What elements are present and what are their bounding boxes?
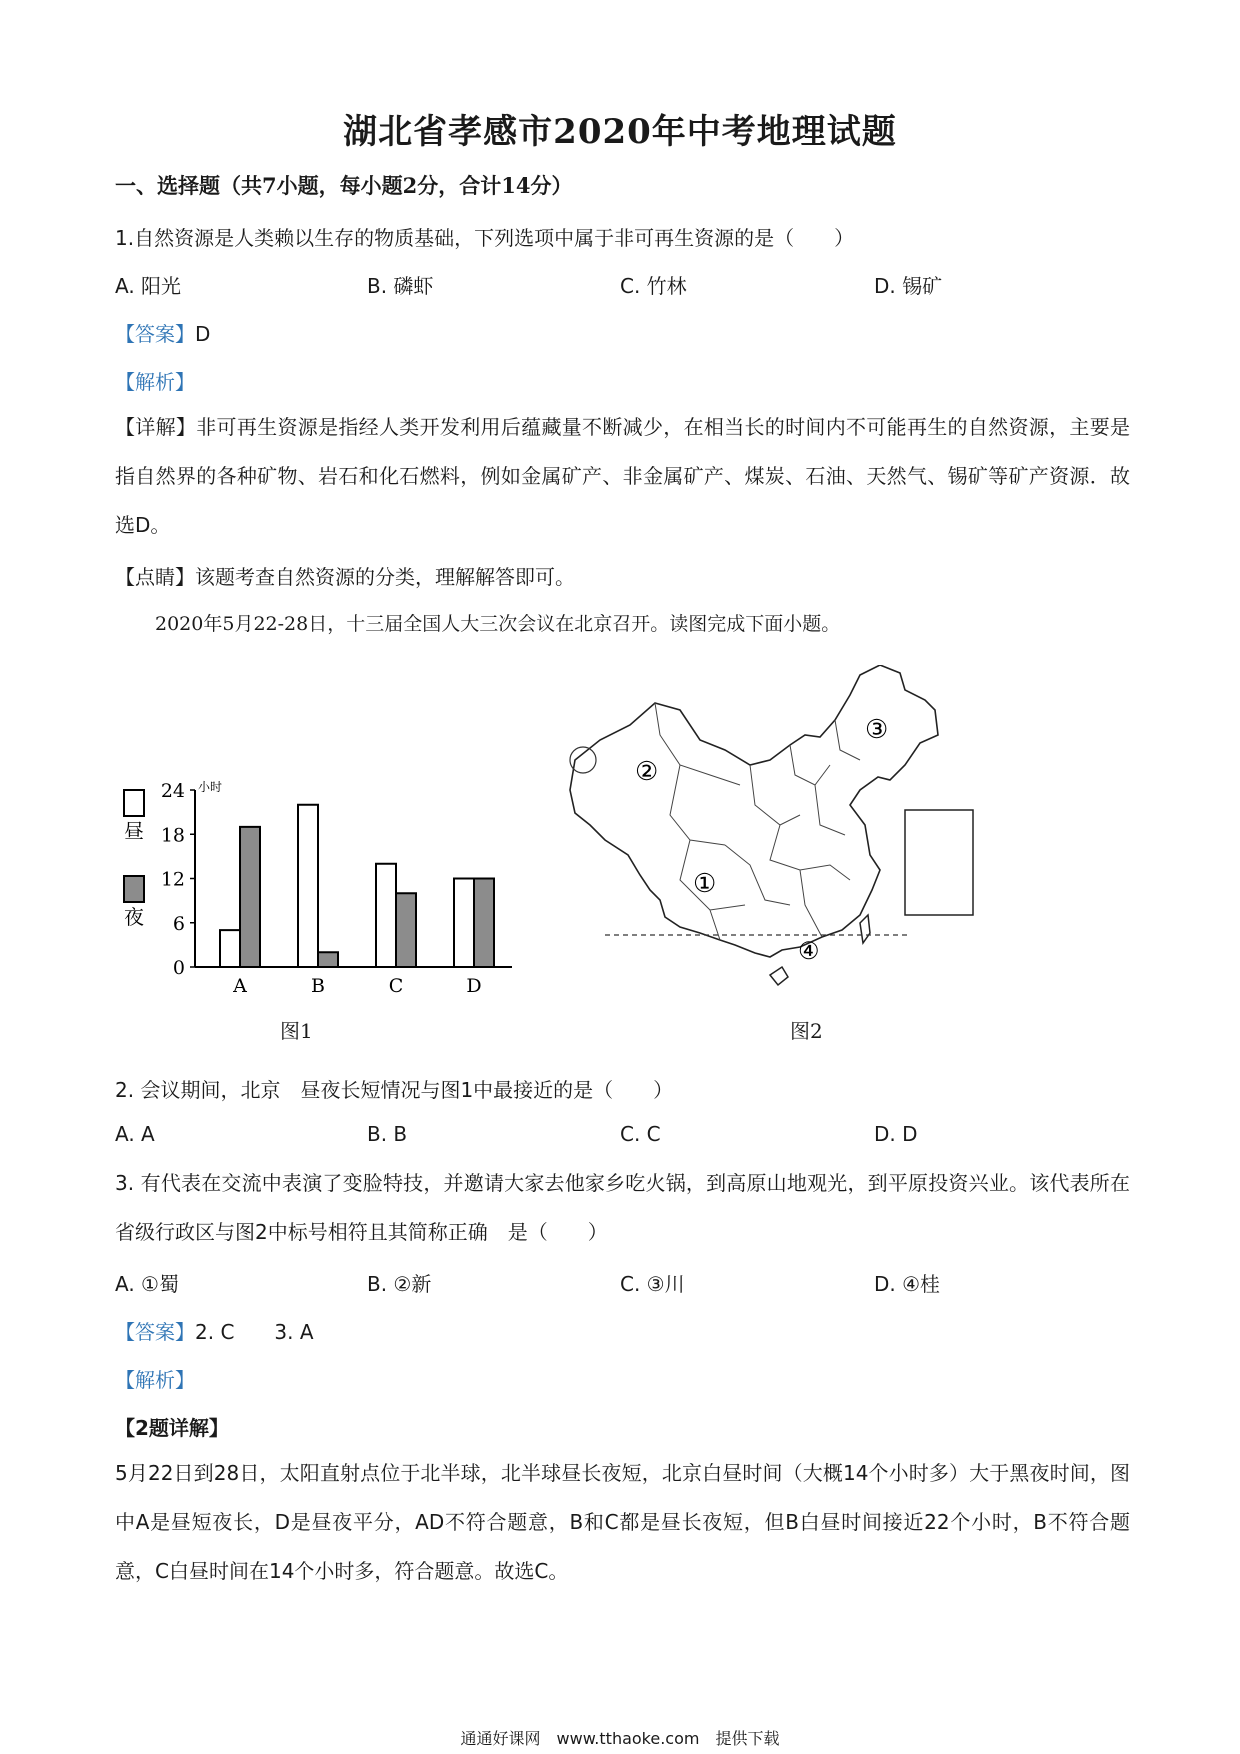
q2-option-a: A. A [115,1122,155,1146]
q1-option-a: A. 阳光 [115,274,182,298]
bar-day-d [454,879,474,968]
answer-tag: 【答案】 [115,322,195,346]
map-label-2: ② [635,757,659,787]
map-label-4: ④ [798,937,820,965]
figure-1-caption: 图1 [280,1019,313,1043]
y-tick-label: 12 [160,868,185,891]
x-tick-label: D [466,975,482,997]
page-footer: 通通好课网 www.tthaoke.com 提供下载 [460,1729,780,1748]
y-tick-label: 18 [160,824,185,847]
bar-day-a [220,930,240,967]
page-title: 湖北省孝感市2020年中考地理试题 [343,112,897,152]
q2-q3-analysis-tag: 【解析】 [115,1368,195,1392]
y-tick-label: 0 [172,957,185,979]
q3-option-d: D. ④桂 [874,1272,941,1296]
answer-q2: 2. C [195,1320,235,1344]
q3-option-a: A. ①蜀 [115,1272,179,1296]
x-tick-label: A [233,975,247,997]
q3-stem: 3. 有代表在交流中表演了变脸特技，并邀请大家去他家乡吃火锅，到高原山地观光，到平原投资兴业。该代表所在省级行政区与图2中标号相符且其简称正确 是（ ） [115,1171,1130,1244]
bar-night-a [240,827,260,967]
q2-option-c: C. C [620,1122,661,1146]
day-night-chart [110,770,530,1010]
q1-stem: 1.自然资源是人类赖以生存的物质基础，下列选项中属于非可再生资源的是（ ） [115,226,855,250]
answer-value: D [195,322,211,346]
bar-day-b [298,805,318,967]
q1-option-b: B. 磷虾 [367,274,434,298]
point-text: 该题考查自然资源的分类，理解解答即可。 [195,565,575,589]
marker-2-circle [570,747,596,773]
answer-tag: 【答案】 [115,1320,195,1344]
detail-tag: 【详解】 [115,415,197,439]
q2-detail: 5月22日到28日，太阳直射点位于北半球，北半球昼长夜短，北京白昼时间（大概14个小时多）大于黑夜时间，图中A是昼短夜长，D是昼夜平分，AD不符合题意，B和C都是昼长夜短，但B白昼时间接近22个小时，B不符合题意，C白昼时间在14个小时多，符合题意。故选C。 [115,1461,1130,1583]
south-china-sea-inset [905,810,973,915]
bar-night-c [396,893,416,967]
q2-q3-answer [115,1316,314,1345]
bar-night-b [318,952,338,967]
q2-stem: 2. 会议期间，北京 昼夜长短情况与图1中最接近的是（ ） [115,1078,674,1102]
context-text: 2020年5月22-28日，十三届全国人大三次会议在北京召开。读图完成下面小题。 [155,613,841,635]
legend-day-swatch [124,790,144,816]
x-tick-label: B [311,975,325,997]
point-tag: 【点睛】 [115,565,195,589]
q2-option-b: B. B [367,1122,408,1146]
answer-q3: 3. A [274,1320,314,1344]
y-tick-label: 6 [172,912,185,935]
q1-analysis-tag: 【解析】 [115,370,195,394]
china-map [560,665,1040,1010]
y-tick-label: 24 [160,780,185,802]
q2-option-d: D. D [874,1122,918,1146]
legend-day-label: 昼 [124,819,144,843]
x-tick-label: C [388,975,404,997]
figure-2-caption: 图2 [790,1019,823,1043]
q2-detail-tag: 【2题详解】 [115,1416,229,1440]
map-label-3: ③ [865,715,889,745]
q1-answer [115,318,210,347]
detail-text: 非可再生资源是指经人类开发利用后蕴藏量不断减少，在相当长的时间内不可能再生的自然资源，主要是指自然界的各种矿物、岩石和化石燃料，例如金属矿产、非金属矿产、煤炭、石油、天然气、锡矿等矿产资源．故选D。 [115,415,1131,537]
q1-detail [115,403,1130,550]
q1-option-d: D. 锡矿 [874,274,943,298]
taiwan-island [860,915,870,943]
q3-option-c: C. ③川 [620,1272,685,1296]
hainan-island [770,967,788,985]
legend-night-swatch [124,876,144,902]
q1-option-c: C. 竹林 [620,274,687,298]
bar-day-c [376,864,396,967]
q3-option-b: B. ②新 [367,1272,432,1296]
map-label-1: ① [693,869,717,899]
china-outline [570,665,938,957]
bar-night-d [474,879,494,968]
province-borders [655,703,860,940]
q1-point [115,561,575,590]
legend-night-label: 夜 [124,905,144,929]
y-unit-label: 小时 [198,780,223,794]
section-heading: 一、选择题（共7小题，每小题2分，合计14分） [115,173,573,198]
